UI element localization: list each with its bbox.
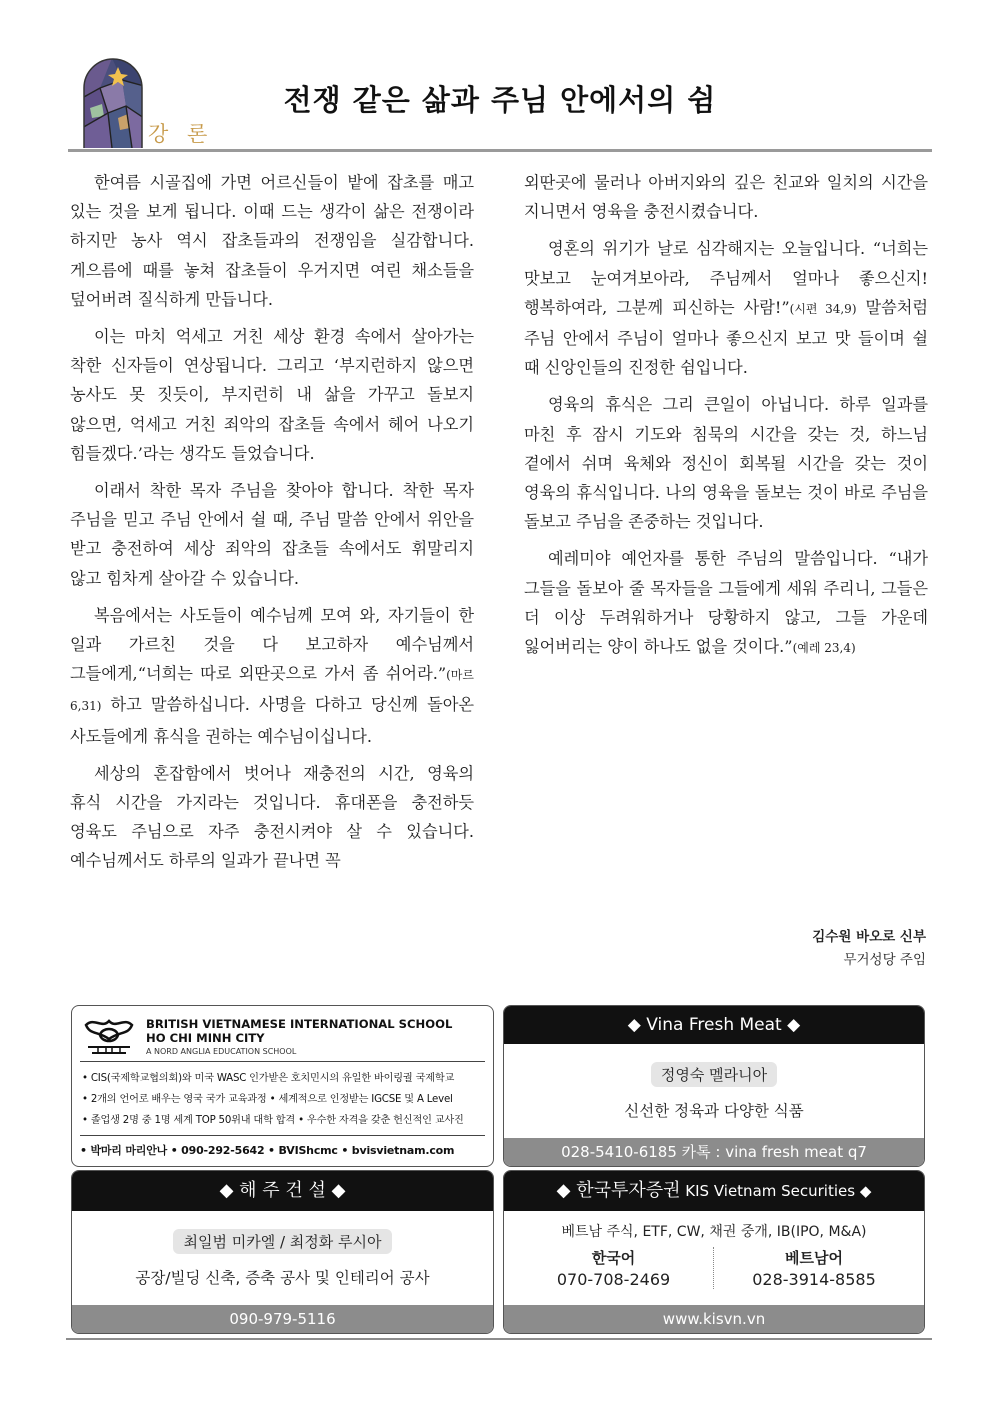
paragraph: 외딴곳에 물러나 아버지와의 깊은 친교와 일치의 시간을 지니면서 영육을 충전시켰습니다. [524, 173, 928, 222]
header [70, 58, 932, 152]
paragraph-text: 예레미야 예언자를 통한 주님의 말씀입니다. “내가 그들을 돌보아 줄 목자들을 그들에게 세워 주리니, 그들은 더 이상 두려워하거나 당황하지 않고, 그들 가운데 잃어버리는 양이 하나도 없을 것이다.” [524, 549, 928, 657]
ad-title: ◆ Vina Fresh Meat ◆ [504, 1006, 924, 1044]
ad-person: 정영숙 멜라니아 [651, 1062, 777, 1087]
bvis-name-line1: BRITISH VIETNAMESE INTERNATIONAL SCHOOL [146, 1017, 453, 1031]
paragraph [524, 544, 928, 663]
kis-contact-kr [514, 1247, 714, 1289]
school-crest-icon [80, 1015, 138, 1059]
bvis-name-line2: HO CHI MINH CITY [146, 1031, 265, 1045]
article-column-right [524, 168, 928, 671]
ad-person-row [72, 1229, 493, 1254]
bvis-contact: • 박마리 마리안나 • 090-292-5642 • BVIShcmc • bvisvietnam.com [80, 1144, 455, 1157]
bvis-feature: • CIS(국제학교협의회)와 미국 WASC 인가받은 호치민시의 유일한 바이링궐 국제학교 [82, 1073, 455, 1084]
ad-footer: 028-5410-6185 카톡 : vina fresh meat q7 [504, 1138, 924, 1166]
ad-footer: www.kisvn.vn [504, 1305, 924, 1333]
header-divider [68, 149, 932, 152]
paragraph: 세상의 혼잡함에서 벗어나 재충전의 시간, 영육의 휴식 시간을 가지라는 것입니다. 휴대폰을 충전하듯 영육도 주님으로 자주 충전시켜야 살 수 있습니다. 예수님께서도 하루의 일과가 끝나면 꼭 [70, 763, 474, 871]
bvis-features [80, 1062, 485, 1136]
ad-title: ◆ 해 주 건 설 ◆ [72, 1171, 493, 1211]
paragraph [524, 234, 928, 382]
ad-title [504, 1171, 924, 1211]
ad-vina-fresh-meat [503, 1005, 925, 1167]
paragraph-text: 하고 말씀하십니다. 사명을 다하고 당신께 돌아온 사도들에게 휴식을 권하는 예수님이십니다. [70, 695, 474, 746]
scripture-reference: (예레 23,4) [792, 641, 856, 656]
stained-glass-logo [82, 58, 144, 148]
bvis-subtitle: A NORD ANGLIA EDUCATION SCHOOL [146, 1047, 297, 1056]
paragraph: 한여름 시골집에 가면 어르신들이 밭에 잡초를 매고 있는 것을 보게 됩니다. 이때 드는 생각이 삶은 전쟁이라 하지만 농사 역시 잡초들과의 전쟁임을 실감합니다. 게으름에 때를 놓쳐 잡초들이 우거지면 여린 채소들을 덮어버려 질식하게 만듭니다. [70, 173, 474, 309]
paragraph: 이래서 착한 목자 주님을 찾아야 합니다. 착한 목자 주님을 믿고 주님 안에서 쉴 때, 주님 말씀 안에서 위안을 받고 충전하여 세상 죄악의 잡초들 속에서도 휘말리지 않고 힘차게 살아갈 수 있습니다. [70, 481, 474, 588]
paragraph-text: 말씀처럼 주님 안에서 주님이 얼마나 좋으신지 보고 맛 들이며 쉴 때 신앙인들의 진정한 쉼입니다. [524, 297, 928, 378]
ad-person-row [504, 1062, 924, 1087]
author-signature [812, 926, 926, 972]
kis-phone: 028-3914-8585 [752, 1270, 876, 1289]
scripture-reference: (마르 6,31) [70, 668, 474, 714]
kis-lang: 한국어 [591, 1249, 636, 1267]
footer-divider [66, 1338, 932, 1340]
ad-haeju-construction [71, 1170, 494, 1334]
author-role: 무거성당 주임 [843, 952, 926, 968]
ad-bvis [71, 1005, 494, 1167]
paragraph: 이는 마치 억세고 거친 세상 환경 속에서 살아가는 착한 신자들이 연상됩니다. 그리고 ‘부지런하지 않으면 농사도 못 짓듯이, 부지런히 내 삶을 가꾸고 돌보지 않으면, 억세고 거친 죄악의 잡초들 속에서 헤어 나오기 힘들겠다.’라는 생각도 들었습니다. [70, 327, 474, 463]
ad-description: 신선한 정육과 다양한 식품 [624, 1102, 804, 1120]
ad-title-en: KIS Vietnam Securities ◆ [680, 1182, 872, 1200]
scripture-reference: (시편 34,9) [789, 301, 857, 316]
ad-person: 최일범 미카엘 / 최정화 루시아 [173, 1229, 391, 1254]
kis-contacts [504, 1247, 924, 1289]
paragraph-text: 복음에서는 사도들이 예수님께 모여 와, 자기들이 한 일과 가르친 것을 다 보고하자 예수님께서 그들에게,“너희는 따로 외딴곳으로 가서 좀 쉬어라.” [70, 605, 474, 684]
ad-description: 공장/빌딩 신축, 증축 공사 및 인테리어 공사 [135, 1269, 430, 1287]
kis-contact-vn [714, 1247, 914, 1289]
bvis-feature: • 졸업생 2명 중 1명 세계 TOP 50위내 대학 합격 • 우수한 자격을 갖춘 헌신적인 교사진 [82, 1115, 464, 1126]
ad-title-kr: ◆ 한국투자증권 [556, 1180, 681, 1201]
page-title: 전쟁 같은 삶과 주님 안에서의 쉼 [283, 83, 717, 117]
author-name: 김수원 바오로 신부 [812, 929, 926, 945]
ad-footer: 090-979-5116 [72, 1305, 493, 1333]
bvis-feature: • 2개의 언어로 배우는 영국 국가 교육과정 • 세계적으로 인정받는 IGCSE 및 A Level [82, 1094, 453, 1105]
kis-phone: 070-708-2469 [556, 1270, 671, 1289]
paragraph-text: 영혼의 위기가 날로 심각해지는 오늘입니다. “너희는 맛보고 눈여겨보아라, 주님께서 얼마나 좋으신지! 행복하여라, 그분께 피신하는 사람!” [524, 239, 928, 317]
bvis-header [80, 1012, 485, 1062]
section-label: 강 론 [148, 122, 214, 146]
paragraph: 영육의 휴식은 그리 큰일이 아닙니다. 하루 일과를 마친 후 잠시 기도와 침묵의 시간을 갖는 것, 하느님 곁에서 쉬며 육체와 정신이 회복될 시간을 갖는 것이 영육의 휴식입니다. 나의 영육을 돌보는 것이 바로 주님을 돌보고 주님을 존중하는 것입니다. [524, 395, 928, 532]
kis-lang: 베트남어 [785, 1249, 843, 1267]
ad-kis-securities [503, 1170, 925, 1334]
article-column-left [70, 168, 474, 884]
paragraph [70, 601, 474, 751]
ad-description: 베트남 주식, ETF, CW, 채권 중개, IB(IPO, M&A) [561, 1224, 867, 1240]
bvis-title-block [146, 1017, 452, 1056]
